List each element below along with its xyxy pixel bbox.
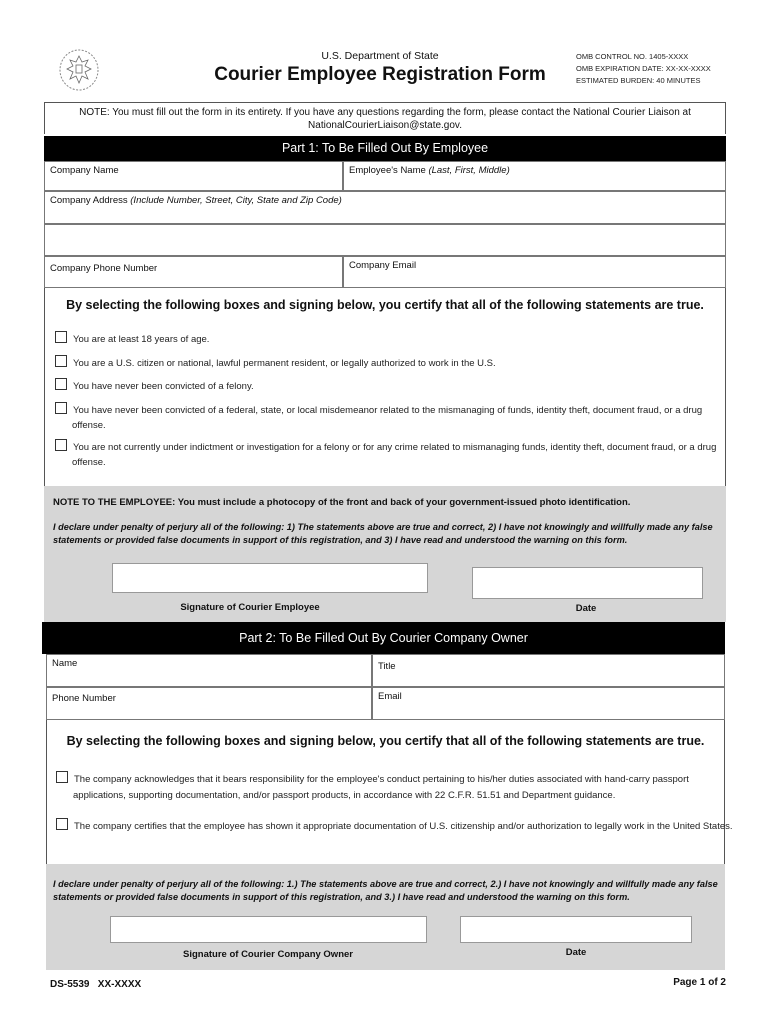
employee-signature-label: Signature of Courier Employee — [180, 602, 320, 613]
employee-declaration: I declare under penalty of perjury all of the following: 1) The statements above are true and correct, 2) I have not knowingly and willfully made any false statements or provided false documents in support of this registration, and 3) I have read and understood the warning on this form. — [53, 522, 713, 545]
checkbox[interactable] — [56, 771, 68, 783]
owner-date-label: Date — [565, 947, 587, 958]
company-name-label: Company Name — [50, 165, 119, 176]
employee-signature-field[interactable] — [112, 563, 428, 593]
form-title: Courier Employee Registration Form — [214, 64, 546, 85]
employee-name-hint: (Last, First, Middle) — [428, 165, 510, 176]
part1-checkbox-row — [55, 355, 715, 371]
omb-info — [576, 51, 711, 87]
company-email-label: Company Email — [349, 260, 417, 271]
part2-heading: Part 2: To Be Filled Out By Courier Company Owner — [42, 622, 725, 654]
owner-name-field[interactable] — [46, 654, 372, 687]
company-address-line2-field[interactable] — [44, 224, 726, 256]
department-name: U.S. Department of State — [321, 50, 439, 62]
checkbox[interactable] — [56, 818, 68, 830]
estimated-burden: ESTIMATED BURDEN: 40 MINUTES — [576, 76, 701, 85]
company-address-field[interactable] — [44, 191, 726, 224]
part1-checkbox-row — [55, 402, 732, 433]
checkbox[interactable] — [55, 355, 67, 367]
owner-title-field[interactable] — [372, 654, 725, 687]
note-to-employee: NOTE TO THE EMPLOYEE: You must include a photocopy of the front and back of your government-issued photo identification. — [53, 497, 631, 508]
part2-checkbox-row — [56, 818, 741, 835]
page-number: Page 1 of 2 — [673, 977, 726, 988]
part1-checkbox-row — [55, 439, 732, 470]
company-phone-field[interactable] — [44, 256, 343, 288]
checkbox[interactable] — [55, 331, 67, 343]
form-number: DS-5539 XX-XXXX — [50, 979, 142, 990]
company-address-hint: (Include Number, Street, City, State and Zip Code) — [130, 195, 342, 206]
checkbox-label: You have never been convicted of a felony. — [73, 381, 254, 392]
employee-name-field[interactable] — [343, 161, 726, 191]
owner-signature-label: Signature of Courier Company Owner — [183, 949, 353, 960]
owner-signature-field[interactable] — [110, 916, 427, 943]
part2-checkbox-row — [56, 771, 741, 804]
employee-name-label: Employee's Name — [349, 165, 426, 176]
omb-expiration-date: OMB EXPIRATION DATE: XX-XX-XXXX — [576, 64, 711, 73]
checkbox[interactable] — [55, 439, 67, 451]
employee-date-label: Date — [575, 603, 597, 614]
company-address-label: Company Address — [50, 195, 128, 206]
part2-certify-statement: By selecting the following boxes and signing below, you certify that all of the following statements are true. — [66, 734, 705, 748]
part1-heading: Part 1: To Be Filled Out By Employee — [44, 136, 726, 161]
company-email-field[interactable] — [343, 256, 726, 288]
owner-email-label: Email — [378, 691, 402, 702]
checkbox-label: You are a U.S. citizen or national, lawful permanent resident, or legally authorized to work in the U.S. — [73, 358, 496, 369]
owner-phone-field[interactable] — [46, 687, 372, 720]
owner-title-label: Title — [378, 661, 396, 672]
checkbox-label: The company certifies that the employee has shown it appropriate documentation of U.S. citizenship and/or authorization to legally work in the United States. — [74, 821, 733, 832]
owner-phone-label: Phone Number — [52, 693, 116, 704]
checkbox[interactable] — [55, 378, 67, 390]
company-name-field[interactable] — [44, 161, 343, 191]
employee-date-field[interactable] — [472, 567, 703, 599]
checkbox-label: You have never been convicted of a federal, state, or local misdemeanor related to the mismanaging of funds, identity theft, document fraud, or a drug offense. — [72, 405, 703, 431]
part1-certify-statement: By selecting the following boxes and signing below, you certify that all of the following statements are true. — [66, 298, 704, 312]
checkbox-label: The company acknowledges that it bears responsibility for the employee's conduct pertaining to his/her duties associated with hand-carry passport applications, supporting documentation, and/or passport products, in accordance with 22 C.F.R. 51.51 and Department guidance. — [73, 774, 689, 801]
form-note: NOTE: You must fill out the form in its entirety. If you have any questions regarding the form, please contact the National Courier Liaison at NationalCourierLiaison@state.gov. — [44, 102, 726, 134]
omb-control-number: OMB CONTROL NO. 1405-XXXX — [576, 52, 689, 61]
seal-icon — [58, 48, 100, 92]
owner-email-field[interactable] — [372, 687, 725, 720]
owner-declaration: I declare under penalty of perjury all of the following: 1.) The statements above are true and correct, 2.) I have not knowingly and willfully made any false statements or provided false documents in support of this registration, and 3.) I have read and understood the warning on this form. — [53, 879, 718, 902]
owner-date-field[interactable] — [460, 916, 692, 943]
checkbox[interactable] — [55, 402, 67, 414]
part1-checkbox-row — [55, 378, 715, 394]
company-phone-label: Company Phone Number — [50, 263, 158, 274]
checkbox-label: You are at least 18 years of age. — [73, 334, 210, 345]
part1-checkbox-row — [55, 331, 715, 347]
checkbox-label: You are not currently under indictment or investigation for a felony or for any crime related to mismanaging funds, identity theft, document fraud, or a drug offense. — [72, 442, 717, 468]
owner-name-label: Name — [52, 658, 78, 669]
